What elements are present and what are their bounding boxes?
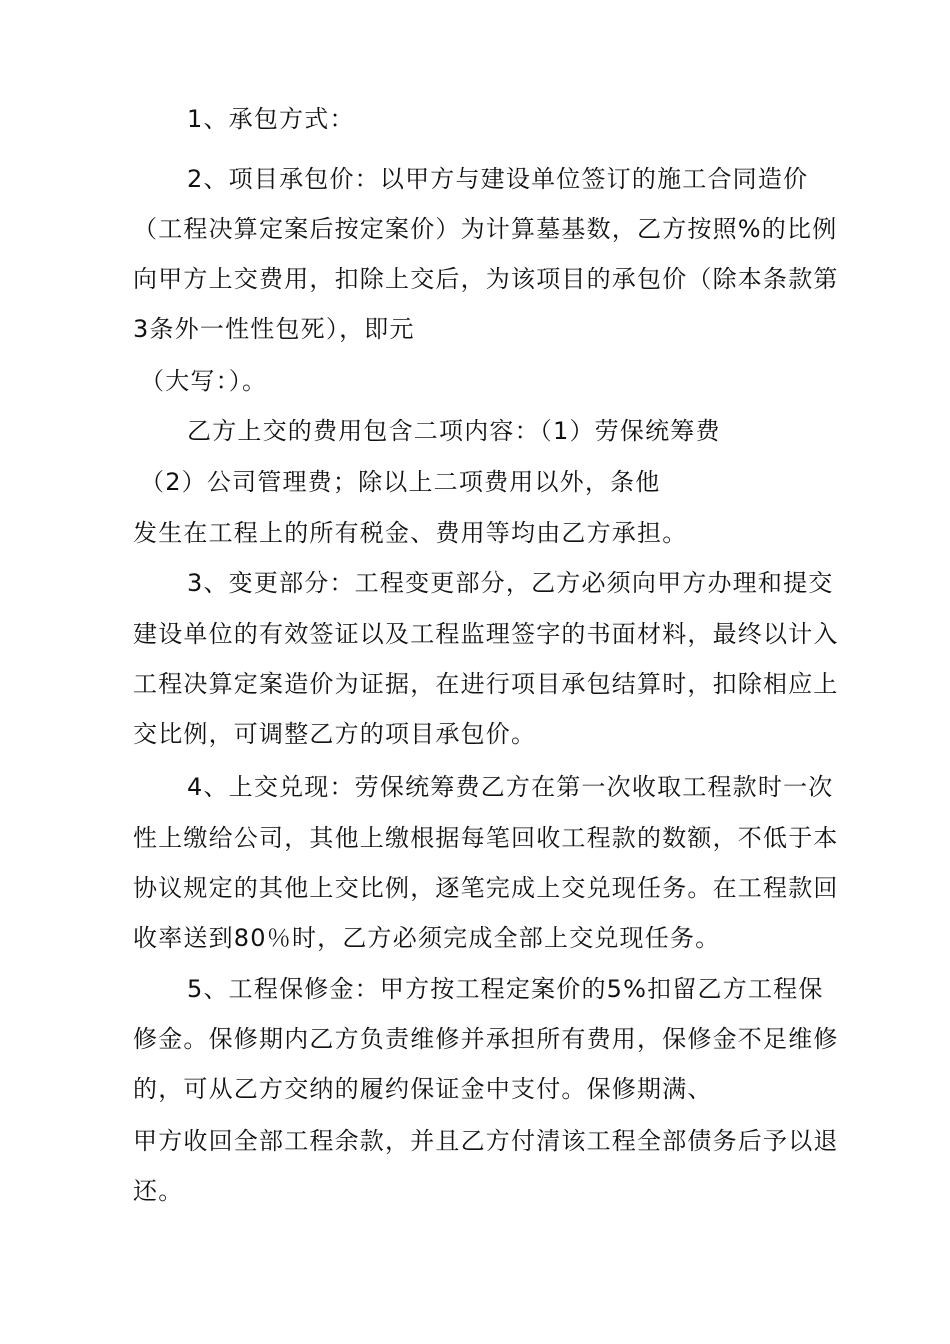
clause-2-line-5: （大写：）。	[140, 367, 268, 395]
fees-line-1: 乙方上交的费用包含二项内容：（1）劳保统筹费	[187, 417, 721, 445]
clause-3-line-2: 建设单位的有效签证以及工程监理签字的书面材料，最终以计入	[133, 620, 839, 648]
fees-line-3: 发生在工程上的所有税金、费用等均由乙方承担。	[133, 519, 688, 547]
clause-4-line-3: 协议规定的其他上交比例，逐笔完成上交兑现任务。在工程款回	[133, 874, 839, 902]
clause-2-line-2: （工程决算定案后按定案价）为计算墓基数，乙方按照%的比例	[133, 215, 838, 243]
clause-5-line-1: 5、工程保修金：甲方按工程定案价的5%扣留乙方工程保	[187, 975, 824, 1003]
clause-5-line-3: 的，可从乙方交纳的履约保证金中支付。保修期满、	[133, 1075, 713, 1103]
clause-2-line-4: 3条外一性性包死），即元	[133, 315, 415, 343]
clause-3-line-3: 工程决算定案造价为证据，在进行项目承包结算时，扣除相应上	[133, 670, 839, 698]
fees-line-2: （2）公司管理费；除以上二项费用以外，条他	[140, 468, 661, 496]
clause-3-line-1: 3、变更部分：工程变更部分，乙方必须向甲方办理和提交	[187, 569, 834, 597]
clause-3-line-4: 交比例，可调整乙方的项目承包价。	[133, 720, 537, 748]
clause-1-title: 1、承包方式：	[187, 105, 355, 133]
clause-5-line-4: 甲方收回全部工程余款，并且乙方付清该工程全部债务后予以退	[133, 1127, 839, 1155]
clause-4-line-1: 4、上交兑现：劳保统筹费乙方在第一次收取工程款时一次	[187, 773, 834, 801]
clause-5-line-2: 修金。保修期内乙方负责维修并承担所有费用，保修金不足维修	[133, 1025, 839, 1053]
clause-4-line-2: 性上缴给公司，其他上缴根据每笔回收工程款的数额，不低于本	[133, 824, 839, 852]
clause-2-line-1: 2、项目承包价：以甲方与建设单位签订的施工合同造价	[187, 165, 809, 193]
clause-2-line-3: 向甲方上交费用，扣除上交后，为该项目的承包价（除本条款第	[133, 265, 839, 293]
clause-5-line-5: 还。	[133, 1177, 184, 1205]
clause-4-line-4: 收率送到80％时，乙方必须完成全部上交兑现任务。	[133, 924, 721, 952]
